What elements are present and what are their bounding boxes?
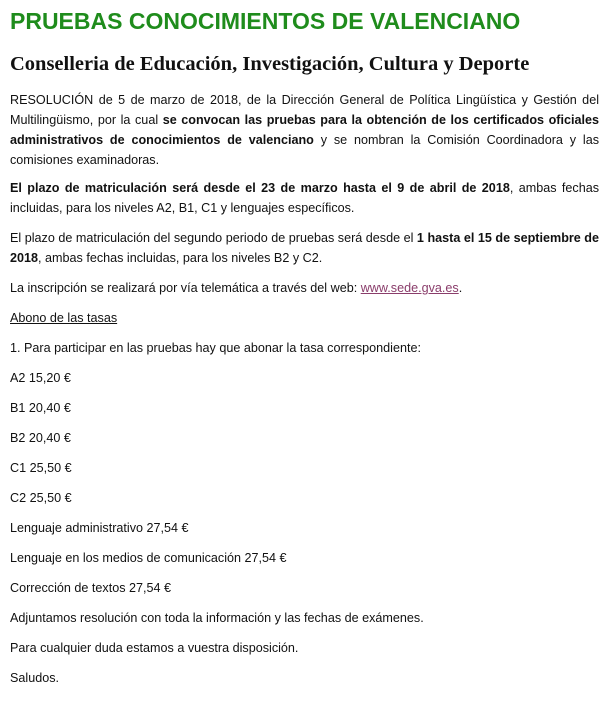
adjuntamos-text: Adjuntamos resolución con toda la información y las fechas de exámenes. — [10, 611, 424, 625]
resolucion-bold: se convocan las pruebas para la obtención de los certificados oficiales administrativos de conocimientos de valenciano — [10, 113, 599, 147]
page-subtitle: Conselleria de Educación, Investigación, Cultura y Deporte — [10, 53, 530, 75]
page-title: PRUEBAS CONOCIMIENTOS DE VALENCIANO — [10, 8, 521, 34]
inscripcion-period: . — [458, 281, 463, 295]
abono-heading: Abono de las tasas — [10, 311, 118, 325]
resolucion-paragraph — [10, 90, 599, 170]
plazo-primer-periodo — [10, 178, 599, 218]
tasa-item: B2 20,40 € — [10, 431, 71, 445]
plazo2-text-1: El plazo de matriculación del segundo periodo de pruebas será desde el — [10, 231, 417, 245]
tasas-intro: 1. Para participar en las pruebas hay que abonar la tasa correspondiente: — [10, 341, 421, 355]
inscripcion-text: La inscripción se realizará por vía telemática a través del web: — [10, 281, 361, 295]
tasa-item: C1 25,50 € — [10, 461, 72, 475]
resolucion-text-1: RESOLUCIÓN de 5 de marzo de 2018, de la Dirección General de Política Lingüística y Gestión del Multilingüismo, por la cual — [10, 93, 599, 127]
plazo-segundo-periodo — [10, 228, 599, 268]
resolucion-text-2: y se nombran la Comisión Coordinadora y las comisiones examinadoras. — [10, 133, 599, 167]
tasa-item: Lenguaje en los medios de comunicación 27,54 € — [10, 551, 287, 565]
plazo1-bold: El plazo de matriculación será desde el 23 de marzo hasta el 9 de abril de 2018 — [10, 181, 510, 195]
tasa-item: Lenguaje administrativo 27,54 € — [10, 521, 189, 535]
saludos-text: Saludos. — [10, 671, 60, 685]
sede-gva-link[interactable]: www.sede.gva.es — [360, 281, 459, 295]
plazo1-text: , ambas fechas incluidas, para los niveles A2, B1, C1 y lenguajes específicos. — [10, 181, 599, 215]
inscripcion-paragraph — [10, 278, 599, 298]
tasa-item: A2 15,20 € — [10, 371, 71, 385]
tasa-item: Corrección de textos 27,54 € — [10, 581, 172, 595]
dudas-text: Para cualquier duda estamos a vuestra disposición. — [10, 641, 299, 655]
tasa-item: B1 20,40 € — [10, 401, 71, 415]
plazo2-bold: 1 hasta el 15 de septiembre de 2018 — [10, 231, 599, 265]
plazo2-text-2: , ambas fechas incluidas, para los niveles B2 y C2. — [38, 251, 323, 265]
tasa-item: C2 25,50 € — [10, 491, 72, 505]
